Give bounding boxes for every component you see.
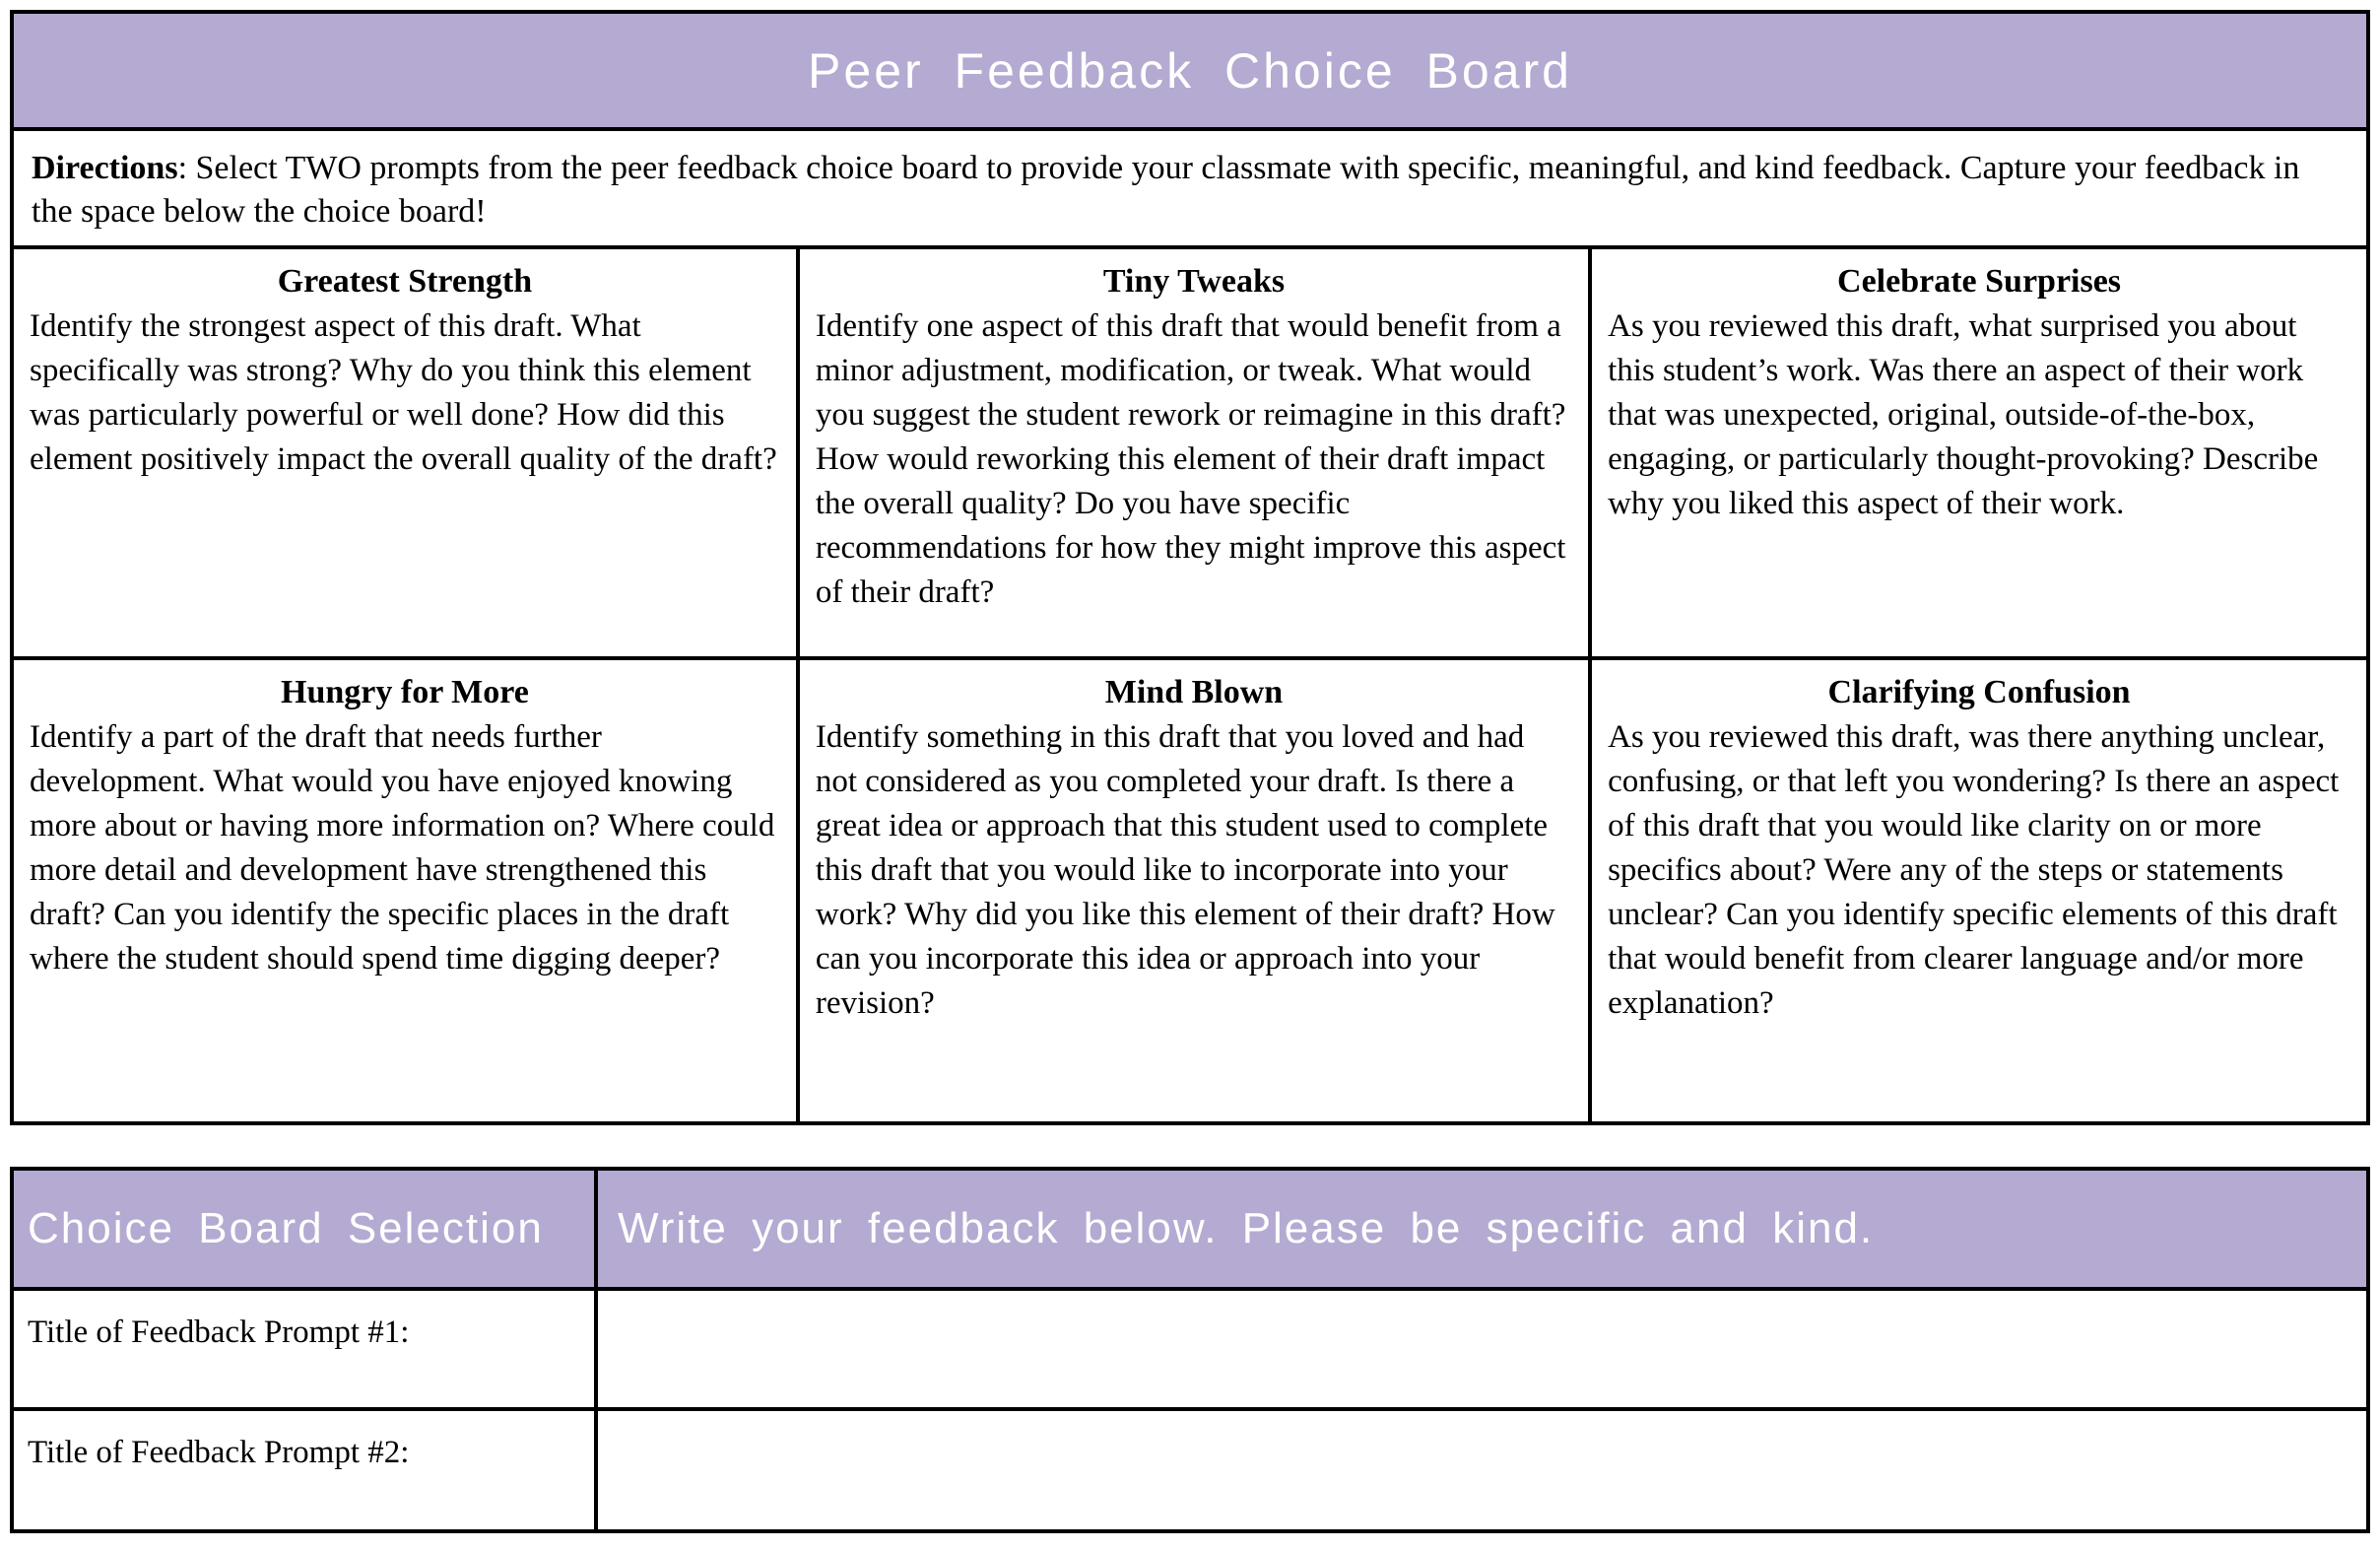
prompt-title: Clarifying Confusion: [1827, 674, 2131, 710]
selection-col1-header-label: Choice Board Selection: [28, 1204, 544, 1252]
prompt-cell-mind-blown: [800, 660, 1592, 1121]
prompt-text: Identify the strongest aspect of this draft. What specifically was strong? Why do you think this element was particularly powerful or well done? How did this element positively impact the overall quality of the draft?: [30, 308, 777, 477]
prompt-cell-greatest-strength: [14, 249, 800, 660]
page-title: Peer Feedback Choice Board: [808, 42, 1572, 99]
directions-text: : Select TWO prompts from the peer feedback choice board to provide your classmate with specific, meaningful, and kind feedback. Capture your feedback in the space below the choice board!: [32, 150, 2300, 230]
selection-header-col1: [14, 1171, 598, 1287]
prompt-cell-hungry-for-more: [14, 660, 800, 1121]
prompt-title: Mind Blown: [1104, 674, 1284, 710]
prompt-cell-celebrate-surprises: [1592, 249, 2366, 660]
directions-box: [14, 131, 2366, 249]
prompt-text: Identify something in this draft that you loved and had not considered as you completed your draft. Is there a great idea or approach that this student used to complete this draft that you would like to incorporate into your work? Why did you like this element of their draft? How can you incorporate this idea or approach into your revision?: [815, 719, 1555, 1021]
prompt-text: As you reviewed this draft, what surprised you about this student’s work. Was there an aspect of their work that was unexpected, original, outside-of-the-box, engaging, or particularly thought-provoking? Describe why you liked this aspect of their work.: [1608, 308, 2319, 521]
selection-header-row: [14, 1171, 2366, 1291]
worksheet-page: [10, 10, 2370, 1533]
prompt-title: Greatest Strength: [277, 263, 533, 300]
prompt-title: Celebrate Surprises: [1837, 263, 2122, 300]
prompt-title: Hungry for More: [281, 674, 529, 710]
feedback-row-2: [14, 1411, 2366, 1529]
prompt-cell-tiny-tweaks: [800, 249, 1592, 660]
feedback-prompt-1-label: Title of Feedback Prompt #1:: [14, 1291, 598, 1407]
selection-col2-header-label: Write your feedback below. Please be specific and kind.: [618, 1204, 1875, 1252]
prompt-text: As you reviewed this draft, was there anything unclear, confusing, or that left you wondering? Is there an aspect of this draft that you would like clarity on or more specifics about? Were any of the steps or statements unclear? Can you identify specific elements of this draft that would benefit from clearer language and/or more explanation?: [1608, 719, 2340, 1021]
prompt-cell-clarifying-confusion: [1592, 660, 2366, 1121]
feedback-row-1: [14, 1291, 2366, 1411]
choice-board: [10, 10, 2370, 1125]
prompt-text: Identify one aspect of this draft that would benefit from a minor adjustment, modification, or tweak. What would you suggest the student rework or reimagine in this draft? How would reworking this element of their draft impact the overall quality? Do you have specific recommendations for how they might improve this aspect of their draft?: [815, 308, 1566, 610]
feedback-prompt-2-input[interactable]: [598, 1411, 2366, 1529]
selection-table: [10, 1167, 2370, 1533]
prompt-text: Identify a part of the draft that needs further development. What would you have enjoyed knowing more about or having more information on? Where could more detail and development have strengthened this draft? Can you identify the specific places in the draft where the student should spend time digging deeper?: [30, 719, 775, 977]
selection-header-col2: [598, 1171, 2366, 1287]
prompt-grid: [14, 249, 2366, 1121]
directions-label: Directions: [32, 150, 178, 186]
feedback-prompt-1-input[interactable]: [598, 1291, 2366, 1407]
prompt-title: Tiny Tweaks: [1102, 263, 1286, 300]
feedback-prompt-2-label: Title of Feedback Prompt #2:: [14, 1411, 598, 1529]
board-title-bar: [14, 14, 2366, 131]
